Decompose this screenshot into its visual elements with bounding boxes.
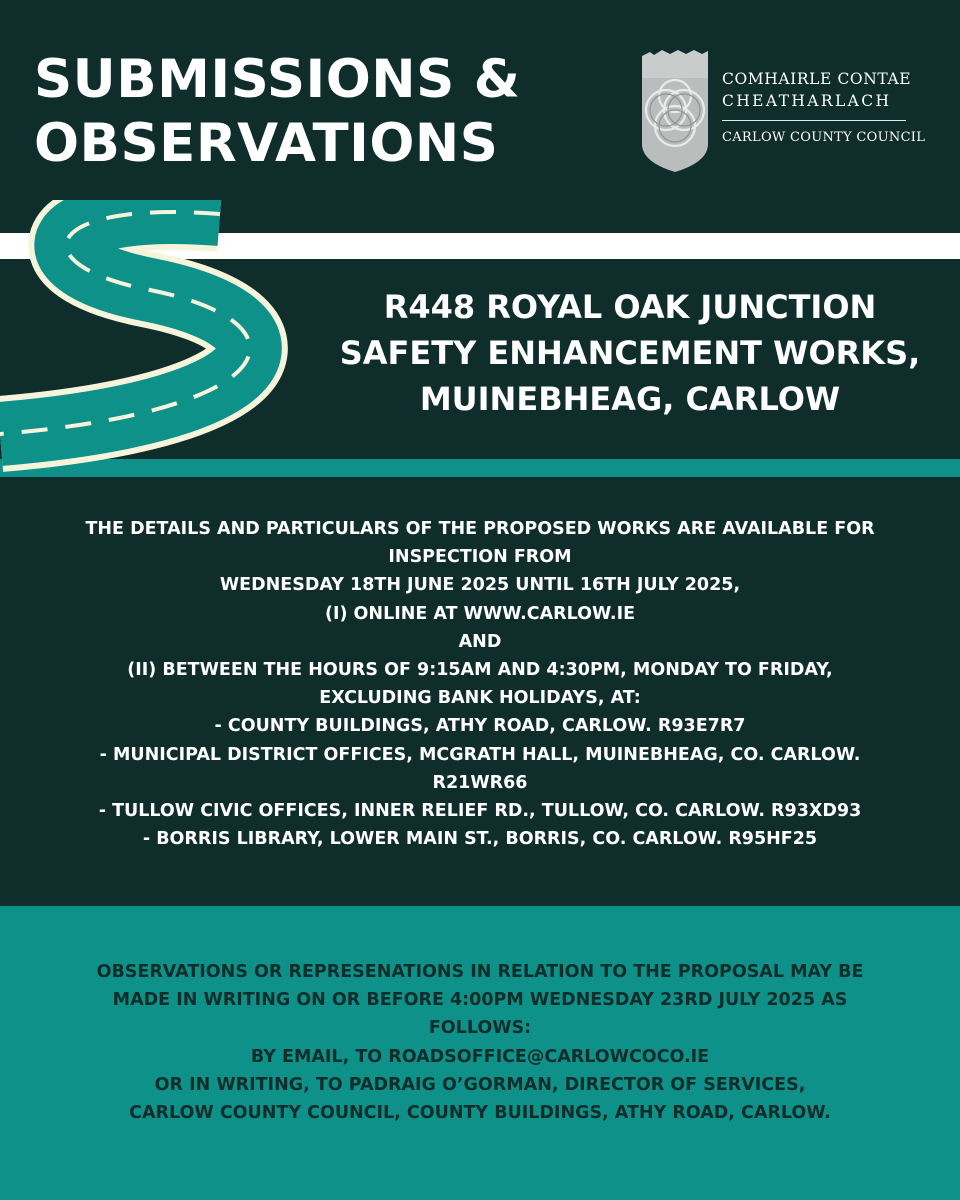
details-line: (I) ONLINE AT WWW.CARLOW.IE bbox=[324, 603, 636, 624]
road-illustration bbox=[0, 200, 300, 490]
details-line: (II) BETWEEN THE HOURS OF 9:15AM AND 4:30PM, MONDAY TO FRIDAY, bbox=[127, 660, 833, 681]
details-line: R21WR66 bbox=[432, 772, 528, 793]
observations-line: FOLLOWS: bbox=[428, 1018, 532, 1039]
title-line-2: OBSERVATIONS bbox=[34, 113, 499, 174]
logo-divider bbox=[722, 120, 906, 121]
inspection-details bbox=[0, 515, 960, 853]
details-line: AND bbox=[458, 631, 502, 652]
project-title-line-3: MUINEBHEAG, CARLOW bbox=[419, 380, 841, 418]
details-line: - COUNTY BUILDINGS, ATHY ROAD, CARLOW. R93E7R7 bbox=[214, 716, 746, 737]
logo-irish-line-2: CHEATHARLACH bbox=[722, 92, 892, 110]
details-line: INSPECTION FROM bbox=[388, 547, 572, 568]
details-line: WEDNESDAY 18TH JUNE 2025 UNTIL 16TH JULY 2025, bbox=[219, 575, 741, 596]
project-title bbox=[300, 284, 960, 422]
observations-line: MADE IN WRITING ON OR BEFORE 4:00PM WEDNESDAY 23RD JULY 2025 AS bbox=[112, 990, 848, 1011]
observations-panel bbox=[0, 906, 960, 1200]
logo-irish-line-1: COMHAIRLE CONTAE bbox=[722, 70, 912, 88]
observations-line: OR IN WRITING, TO PADRAIG O’GORMAN, DIRECTOR OF SERVICES, bbox=[154, 1074, 806, 1095]
observations-line: CARLOW COUNTY COUNCIL, COUNTY BUILDINGS, ATHY ROAD, CARLOW. bbox=[129, 1103, 831, 1124]
observations-text bbox=[0, 958, 960, 1127]
observations-line: OBSERVATIONS OR REPRESENATIONS IN RELATION TO THE PROPOSAL MAY BE bbox=[96, 962, 864, 982]
details-line: - MUNICIPAL DISTRICT OFFICES, MCGRATH HALL, MUINEBHEAG, CO. CARLOW. bbox=[99, 744, 861, 765]
project-title-line-1: R448 ROYAL OAK JUNCTION bbox=[383, 288, 877, 326]
details-line: EXCLUDING BANK HOLIDAYS, AT: bbox=[319, 688, 641, 709]
page-title bbox=[34, 48, 521, 176]
logo-english-line: CARLOW COUNTY COUNCIL bbox=[722, 130, 926, 145]
council-emblem-icon bbox=[640, 48, 710, 176]
details-line: - BORRIS LIBRARY, LOWER MAIN ST., BORRIS, CO. CARLOW. R95HF25 bbox=[142, 829, 818, 850]
title-line-1: SUBMISSIONS & bbox=[34, 49, 521, 110]
details-line: - TULLOW CIVIC OFFICES, INNER RELIEF RD., TULLOW, CO. CARLOW. R93XD93 bbox=[98, 801, 862, 822]
logo-wordmark bbox=[722, 68, 925, 146]
council-logo bbox=[640, 48, 940, 178]
observations-line: BY EMAIL, TO ROADSOFFICE@CARLOWCOCO.IE bbox=[250, 1046, 710, 1067]
project-title-line-2: SAFETY ENHANCEMENT WORKS, bbox=[339, 334, 921, 372]
details-line: THE DETAILS AND PARTICULARS OF THE PROPOSED WORKS ARE AVAILABLE FOR bbox=[85, 519, 875, 539]
